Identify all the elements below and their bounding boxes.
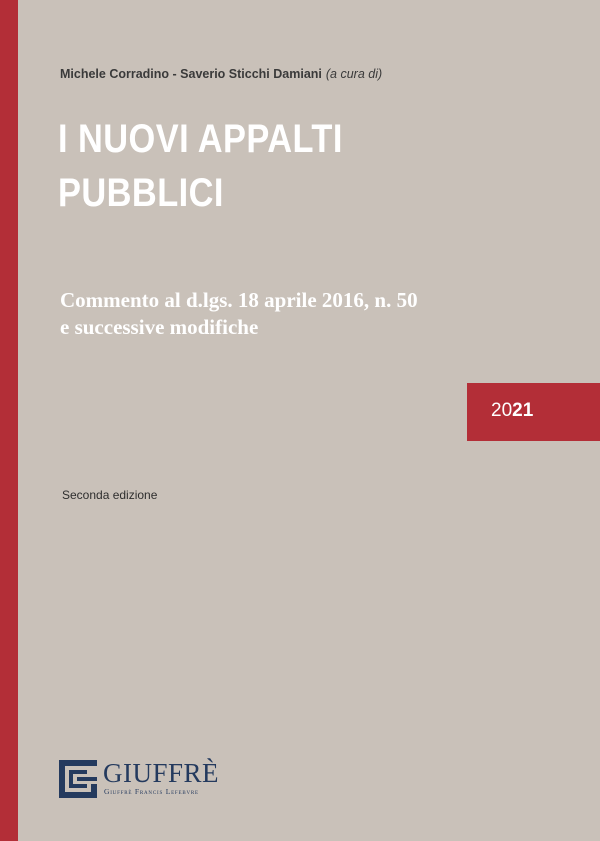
authors-line bbox=[60, 67, 382, 81]
book-subtitle bbox=[60, 287, 418, 341]
edition-label: Seconda edizione bbox=[62, 488, 158, 502]
red-spine-bar bbox=[0, 0, 18, 841]
publisher-logo bbox=[59, 760, 219, 800]
book-title bbox=[58, 112, 343, 220]
year-prefix: 20 bbox=[491, 400, 513, 421]
author-names: Michele Corradino - Saverio Sticchi Damiani bbox=[60, 67, 322, 81]
subtitle-line-2: e successive modifiche bbox=[60, 315, 259, 339]
year-suffix: 21 bbox=[512, 400, 534, 421]
editor-note: (a cura di) bbox=[325, 67, 383, 81]
year-badge bbox=[467, 383, 600, 441]
subtitle-line-1: Commento al d.lgs. 18 aprile 2016, n. 50 bbox=[60, 288, 418, 312]
publisher-tagline: Giuffrè Francis Lefebvre bbox=[104, 787, 199, 796]
publisher-name: GIUFFRÈ bbox=[103, 758, 220, 788]
title-line-1: I NUOVI APPALTI bbox=[58, 117, 343, 161]
year-text bbox=[491, 400, 533, 422]
giuffre-logo-icon bbox=[59, 760, 97, 798]
title-line-2: PUBBLICI bbox=[58, 171, 224, 215]
